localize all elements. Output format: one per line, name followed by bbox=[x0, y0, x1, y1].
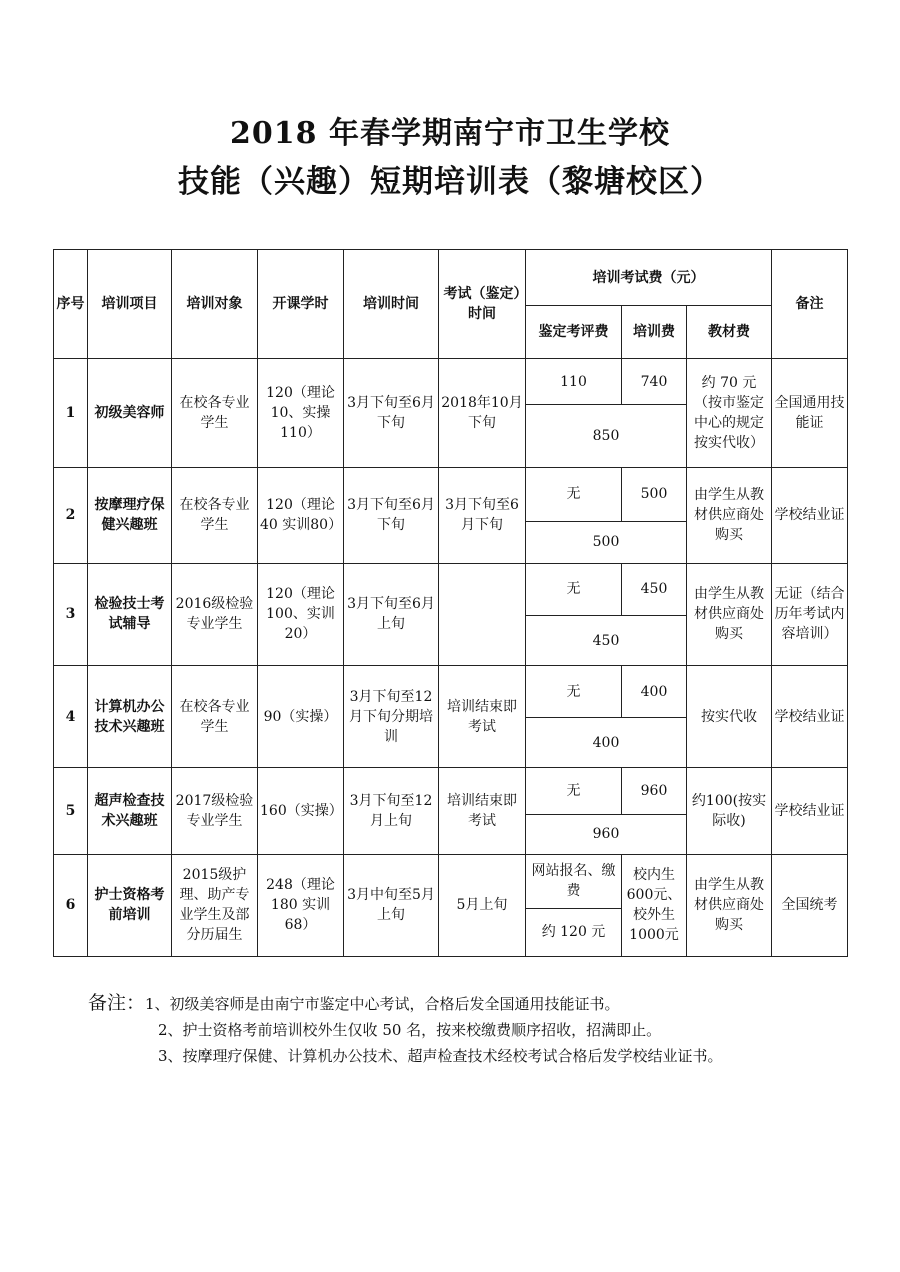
row-no: 6 bbox=[54, 854, 88, 956]
row-project: 计算机办公技术兴趣班 bbox=[88, 666, 172, 768]
row-fee-train: 400 bbox=[622, 666, 687, 718]
row-project: 初级美容师 bbox=[88, 359, 172, 467]
table-row bbox=[54, 359, 848, 405]
row-fee-exam: 无 bbox=[526, 768, 622, 814]
row-fee-exam: 110 bbox=[526, 359, 622, 405]
row-target: 2017级检验专业学生 bbox=[172, 768, 258, 854]
row-project: 按摩理疗保健兴趣班 bbox=[88, 467, 172, 563]
row-hours: 120（理论40 实训80） bbox=[258, 467, 344, 563]
row-note: 学校结业证 bbox=[772, 666, 848, 768]
row-time: 3月下旬至12月上旬 bbox=[344, 768, 439, 854]
row-no: 2 bbox=[54, 467, 88, 563]
note-text: 1、初级美容师是由南宁市鉴定中心考试，合格后发全国通用技能证书。 bbox=[145, 995, 620, 1013]
row-book: 按实代收 bbox=[687, 666, 772, 768]
notes-label: 备注： bbox=[88, 992, 146, 1014]
header-hours: 开课学时 bbox=[258, 250, 344, 359]
row-fee-total: 450 bbox=[526, 615, 687, 665]
header-note: 备注 bbox=[772, 250, 848, 359]
row-fee-total: 400 bbox=[526, 718, 687, 768]
row-fee-train: 校内生600元、校外生1000元 bbox=[622, 854, 687, 956]
row-book: 由学生从教材供应商处购买 bbox=[687, 854, 772, 956]
header-fee-train: 培训费 bbox=[622, 306, 687, 359]
row-hours: 248（理论180 实训68） bbox=[258, 854, 344, 956]
row-book: 由学生从教材供应商处购买 bbox=[687, 563, 772, 665]
table-row bbox=[54, 666, 848, 718]
row-exam: 5月上旬 bbox=[439, 854, 526, 956]
row-book: 约 70 元（按市鉴定中心的规定按实代收） bbox=[687, 359, 772, 467]
row-time: 3月下旬至12月下旬分期培训 bbox=[344, 666, 439, 768]
table-row bbox=[54, 467, 848, 521]
row-target: 2015级护理、助产专业学生及部分历届生 bbox=[172, 854, 258, 956]
header-fee-book: 教材费 bbox=[687, 306, 772, 359]
table-row bbox=[54, 768, 848, 814]
page-subtitle: 技能（兴趣）短期培训表（黎塘校区） bbox=[178, 164, 722, 200]
row-target: 2016级检验专业学生 bbox=[172, 563, 258, 665]
row-fee-train: 450 bbox=[622, 563, 687, 615]
row-exam: 培训结束即考试 bbox=[439, 768, 526, 854]
row-fee-total: 500 bbox=[526, 521, 687, 563]
row-book: 由学生从教材供应商处购买 bbox=[687, 467, 772, 563]
row-hours: 160（实操） bbox=[258, 768, 344, 854]
row-time: 3月下旬至6月上旬 bbox=[344, 563, 439, 665]
header-fee-exam: 鉴定考评费 bbox=[526, 306, 622, 359]
row-no: 1 bbox=[54, 359, 88, 467]
note-line-3: 3、按摩理疗保健、计算机办公技术、超声检查技术经校考试合格后发学校结业证书。 bbox=[158, 1047, 723, 1065]
row-time: 3月下旬至6月下旬 bbox=[344, 359, 439, 467]
row-fee-total: 850 bbox=[526, 405, 687, 467]
row-note: 全国统考 bbox=[772, 854, 848, 956]
row-project: 超声检查技术兴趣班 bbox=[88, 768, 172, 854]
row-book: 约100(按实际收) bbox=[687, 768, 772, 854]
table-row bbox=[54, 563, 848, 615]
row-hours: 90（实操） bbox=[258, 666, 344, 768]
notes-section bbox=[88, 990, 723, 1069]
row-project: 护士资格考前培训 bbox=[88, 854, 172, 956]
page-title: 2018 年春学期南宁市卫生学校 bbox=[230, 116, 670, 151]
row-no: 5 bbox=[54, 768, 88, 854]
row-fee-train: 740 bbox=[622, 359, 687, 405]
row-fee-exam: 无 bbox=[526, 563, 622, 615]
row-time: 3月下旬至6月下旬 bbox=[344, 467, 439, 563]
row-note: 全国通用技能证 bbox=[772, 359, 848, 467]
header-target: 培训对象 bbox=[172, 250, 258, 359]
header-project: 培训项目 bbox=[88, 250, 172, 359]
header-fee: 培训考试费（元） bbox=[526, 250, 772, 306]
row-time: 3月中旬至5月上旬 bbox=[344, 854, 439, 956]
header-time: 培训时间 bbox=[344, 250, 439, 359]
row-note: 无证（结合历年考试内容培训） bbox=[772, 563, 848, 665]
row-note: 学校结业证 bbox=[772, 768, 848, 854]
row-no: 4 bbox=[54, 666, 88, 768]
row-note: 学校结业证 bbox=[772, 467, 848, 563]
row-hours: 120（理论100、实训20） bbox=[258, 563, 344, 665]
row-exam: 培训结束即考试 bbox=[439, 666, 526, 768]
table-row bbox=[54, 854, 848, 908]
row-exam: 3月下旬至6月下旬 bbox=[439, 467, 526, 563]
row-fee-train: 960 bbox=[622, 768, 687, 814]
row-fee-train: 500 bbox=[622, 467, 687, 521]
row-fee-total: 960 bbox=[526, 814, 687, 854]
row-project: 检验技士考试辅导 bbox=[88, 563, 172, 665]
header-no: 序号 bbox=[54, 250, 88, 359]
row-hours: 120（理论10、实操110） bbox=[258, 359, 344, 467]
note-line-1 bbox=[88, 990, 723, 1017]
training-table bbox=[53, 249, 848, 957]
row-no: 3 bbox=[54, 563, 88, 665]
row-exam bbox=[439, 563, 526, 665]
row-fee-exam: 无 bbox=[526, 467, 622, 521]
row-exam: 2018年10月下旬 bbox=[439, 359, 526, 467]
row-fee-exam: 无 bbox=[526, 666, 622, 718]
row-target: 在校各专业学生 bbox=[172, 666, 258, 768]
row-target: 在校各专业学生 bbox=[172, 359, 258, 467]
row-fee-exam-amount: 约 120 元 bbox=[526, 908, 622, 956]
row-fee-exam: 网站报名、缴费 bbox=[526, 854, 622, 908]
header-exam: 考试（鉴定）时间 bbox=[439, 250, 526, 359]
note-line-2: 2、护士资格考前培训校外生仅收 50 名，按来校缴费顺序招收，招满即止。 bbox=[158, 1021, 662, 1039]
row-target: 在校各专业学生 bbox=[172, 467, 258, 563]
